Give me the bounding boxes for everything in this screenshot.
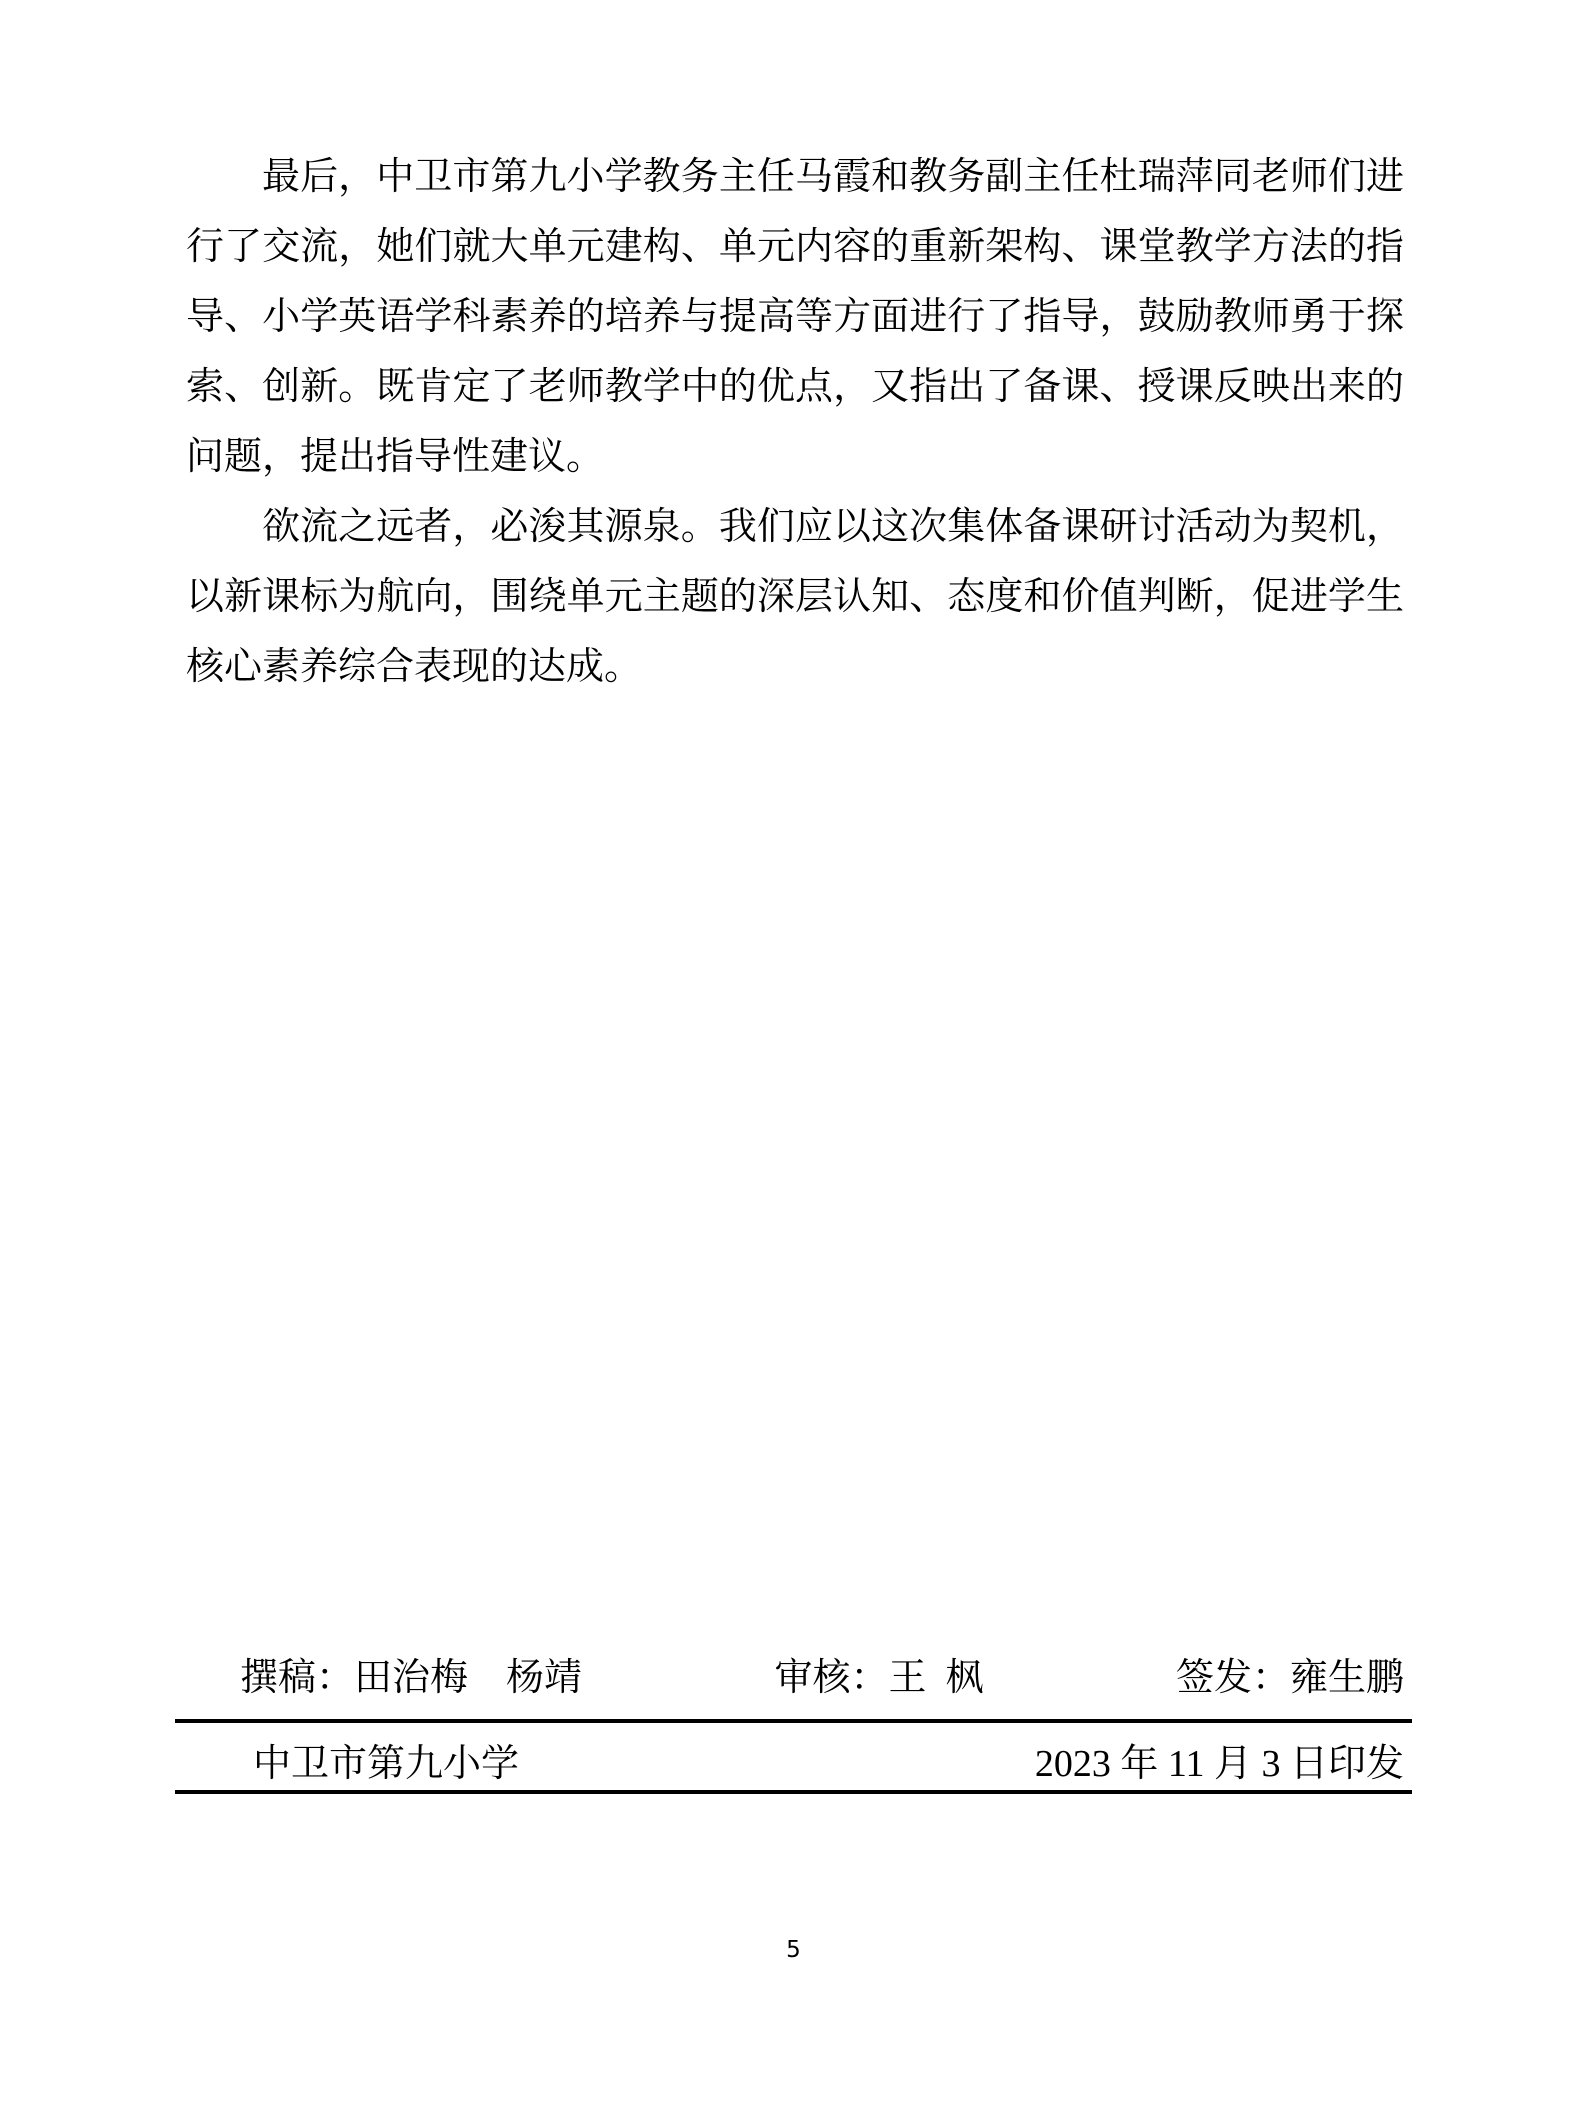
document-body xyxy=(186,142,1404,702)
credits-row xyxy=(240,1650,1404,1706)
page-number: 5 xyxy=(786,1937,801,1963)
paragraph-summary-exchange: 最后，中卫市第九小学教务主任马霞和教务副主任杜瑞萍同老师们进行了交流，她们就大单元建构、单元内容的重新架构、课堂教学方法的指导、小学英语学科素养的培养与提高等方面进行了指导，鼓励教师勇于探索、创新。既肯定了老师教学中的优点，又指出了备课、授课反映出来的问题，提出指导性建议。 xyxy=(186,156,1404,478)
issuer-credit: 签发：雍生鹏 xyxy=(1175,1657,1404,1699)
footer-divider-bottom xyxy=(175,1790,1412,1794)
footer-divider-top xyxy=(175,1719,1412,1723)
print-date: 2023 年 11 月 3 日印发 xyxy=(1034,1743,1404,1785)
drafter-credit: 撰稿：田治梅 杨靖 xyxy=(240,1657,583,1699)
document-footer xyxy=(175,1650,1412,1798)
organization-row xyxy=(253,1736,1404,1792)
paragraph-closing-remarks: 欲流之远者，必浚其源泉。我们应以这次集体备课研讨活动为契机，以新课标为航向，围绕单元主题的深层认知、态度和价值判断，促进学生核心素养综合表现的达成。 xyxy=(186,506,1404,688)
reviewer-credit: 审核：王 枫 xyxy=(774,1657,984,1699)
organization-name: 中卫市第九小学 xyxy=(253,1743,520,1785)
